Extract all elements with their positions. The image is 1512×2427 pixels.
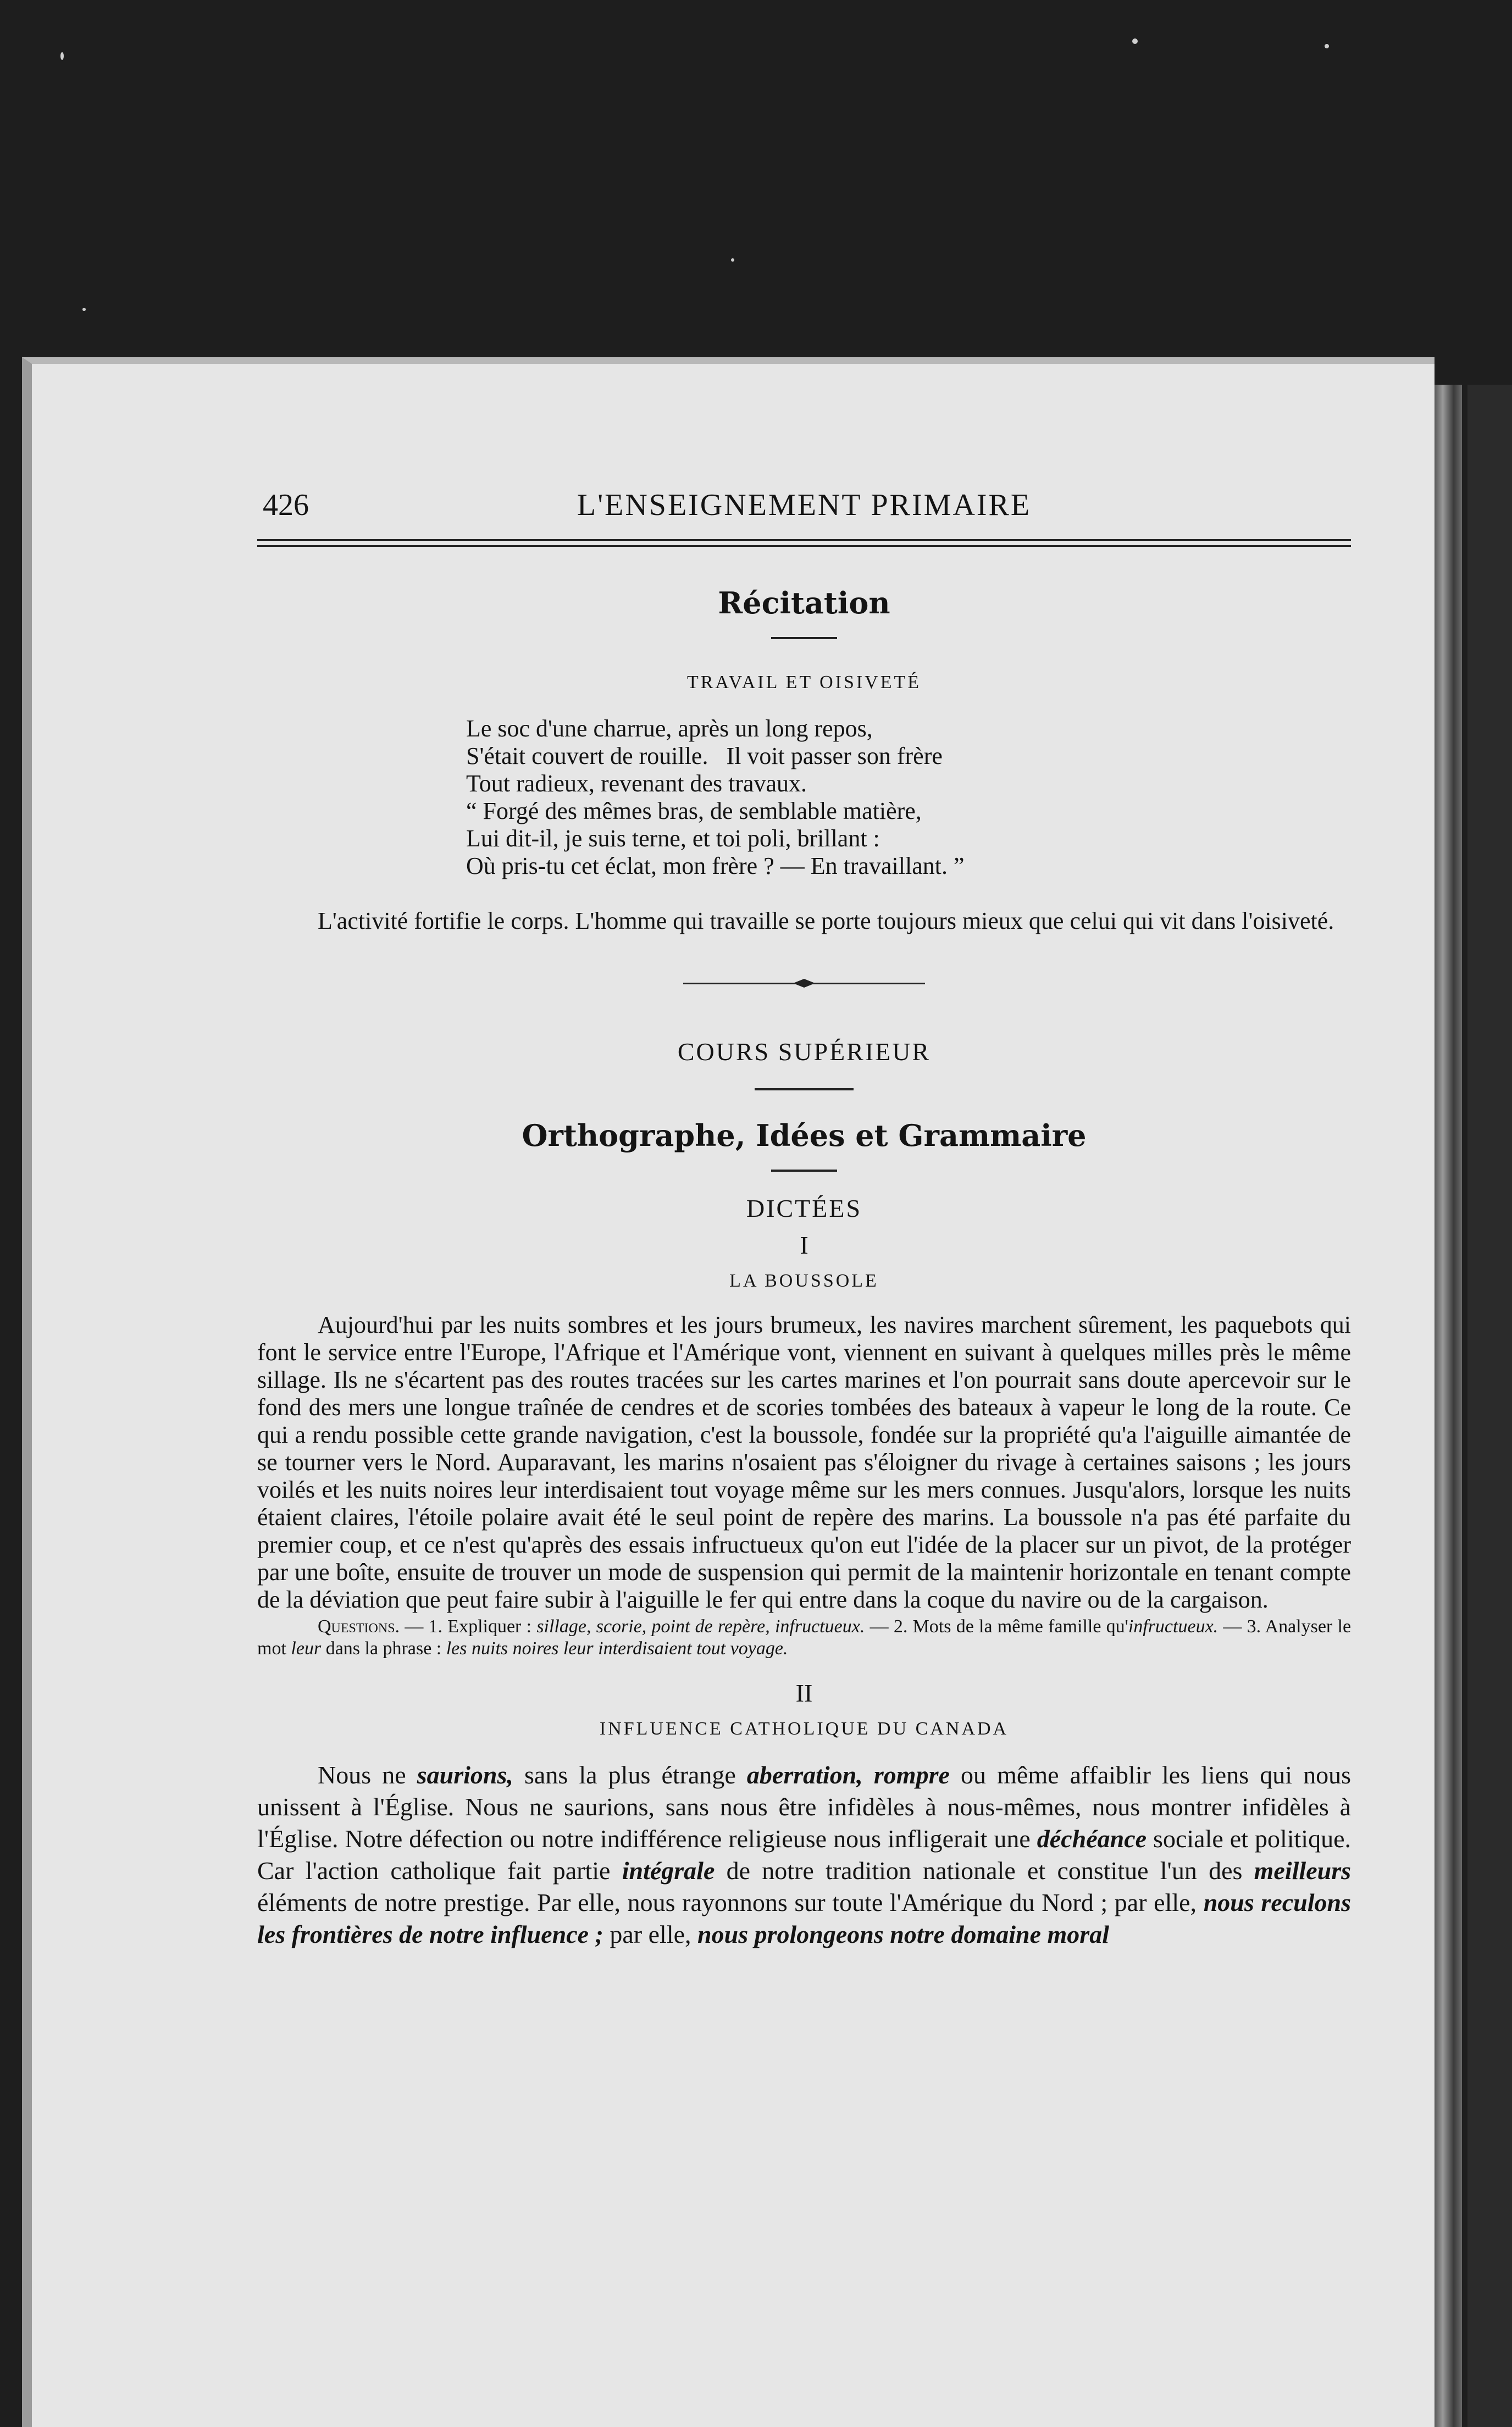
poem-line: Le soc d'une charrue, après un long repos,: [466, 715, 873, 742]
heading-rule: [771, 637, 837, 639]
text-segment: ou même affaiblir les liens qui nous unissent à l'Église. Nous ne saurions, sans nous être infidèles à nous-mêmes, nous montrer infidèles à l'Église. Notre défection ou notre indifférence religieuse nous infligerait une: [257, 1761, 1352, 1853]
poem-line: Où pris-tu cet éclat, mon frère ? — En travaillant. ”: [466, 852, 965, 879]
recitation-heading: Récitation: [718, 585, 890, 620]
question-1-terms: sillage, scorie, point de repère, infructueux.: [536, 1616, 865, 1637]
book-page: [22, 357, 1435, 2427]
section-title: COURS SUPÉRIEUR: [677, 1038, 931, 1066]
dictee-number: I: [800, 1231, 808, 1259]
heading-rule: [771, 1170, 837, 1172]
emphasis: déchéance: [1037, 1825, 1147, 1853]
dictee-text: [257, 1759, 1351, 1951]
emphasis: nous prolongeons notre domaine moral: [697, 1920, 1109, 1948]
text-segment: par elle,: [603, 1920, 698, 1948]
ornament-divider: [683, 979, 925, 988]
text-segment: éléments de notre prestige. Par elle, nous rayonnons sur toute l'Amérique du Nord ; par elle,: [257, 1888, 1204, 1916]
section-rule: [755, 1088, 854, 1090]
page-header: [257, 482, 1351, 526]
question-3-mid: dans la phrase :: [325, 1638, 442, 1659]
emphasis: intégrale: [622, 1857, 715, 1885]
dust-speck: [1132, 38, 1138, 44]
question-2-intro: — 2. Mots de la même famille qu': [869, 1616, 1128, 1637]
text-segment: [863, 1761, 874, 1789]
dust-speck: [60, 52, 64, 60]
dictee-title: INFLUENCE CATHOLIQUE DU CANADA: [599, 1719, 1009, 1739]
running-title: L'ENSEIGNEMENT PRIMAIRE: [577, 488, 1032, 522]
text-segment: Nous ne: [318, 1761, 417, 1789]
book-spine-shadow: [1467, 385, 1512, 2427]
poem-line: Lui dit-il, je suis terne, et toi poli, brillant :: [466, 825, 880, 852]
dust-speck: [1325, 44, 1329, 48]
question-3-intro: — 3. Analyser le mot: [257, 1616, 1352, 1659]
moral-paragraph: L'activité fortifie le corps. L'homme qui travaille se porte toujours mieux que celui qui vit dans l'oisiveté.: [318, 907, 1334, 934]
emphasis: aberration,: [746, 1761, 863, 1789]
text-segment: sociale et politique. Car l'action catholique fait partie: [257, 1825, 1351, 1885]
poem: [466, 715, 1351, 880]
text-segment: de notre tradition nationale et constitue l'un des: [715, 1857, 1254, 1885]
ornament-diamond: [793, 979, 815, 988]
question-3-word: leur: [291, 1638, 322, 1659]
dictee-number: II: [795, 1679, 813, 1707]
poem-line: “ Forgé des mêmes bras, de semblable matière,: [466, 797, 922, 824]
dust-speck: [82, 308, 86, 311]
question-2-term: infructueux.: [1128, 1616, 1219, 1637]
poem-title: TRAVAIL ET OISIVETÉ: [686, 672, 922, 692]
text-segment: sans la plus étrange: [513, 1761, 747, 1789]
page-content: [257, 482, 1351, 1951]
question-3-phrase: les nuits noires leur interdisaient tout voyage.: [446, 1638, 788, 1659]
questions-label: Questions.: [318, 1616, 400, 1637]
dictee-text: Aujourd'hui par les nuits sombres et les jours brumeux, les navires marchent sûrement, les paquebots qui font le service entre l'Europe, l'Afrique et l'Amérique vont, viennent en suivant à quelques milles près le même sillage. Ils ne s'écartent pas des routes tracées sur les cartes marines et l'on pourrait sans doute apercevoir sur le fond des mers une longue traînée de cendres et de scories tombées des bateaux à vapeur le long de la route. Ce qui a rendu possible cette grande navigation, c'est la boussole, fondée sur la propriété qu'a l'aiguille aimantée de se tourner vers le Nord. Auparavant, les marins n'osaient pas s'éloigner du rivage à certaines saisons ; les jours voilés et les nuits noires leur interdisaient tout voyage même sur les mers connues. Jusqu'alors, lorsque les nuits étaient claires, l'étoile polaire avait été le seul point de repère des marins. La boussole n'a pas été parfaite du premier coup, et ce n'est qu'après des essais infructueux qu'on eut l'idée de la placer sur un pivot, de la protéger par une boîte, ensuite de trouver un mode de suspension qui permit de la maintenir horizontale en tenant compte de la déviation que peut faire subir à l'aiguille le fer qui entre dans la coque du navire ou de la cargaison.: [257, 1311, 1351, 1613]
questions: [257, 1616, 1351, 1660]
header-double-rule: [257, 539, 1351, 547]
emphasis: nous reculons les frontières de notre influence ;: [257, 1888, 1351, 1948]
emphasis: meilleurs: [1254, 1857, 1351, 1885]
book-page-edge: [1435, 385, 1462, 2427]
dictee-title: LA BOUSSOLE: [729, 1271, 879, 1291]
orthographe-heading: Orthographe, Idées et Grammaire: [522, 1118, 1087, 1153]
emphasis: rompre: [873, 1761, 950, 1789]
dictees-title: DICTÉES: [746, 1194, 862, 1222]
dust-speck: [731, 258, 734, 262]
page-number: 426: [263, 488, 309, 522]
emphasis: saurions,: [417, 1761, 513, 1789]
question-1-intro: — 1. Expliquer :: [405, 1616, 532, 1637]
poem-line: Tout radieux, revenant des travaux.: [466, 770, 807, 797]
poem-line: S'était couvert de rouille. Il voit passer son frère: [466, 742, 943, 769]
